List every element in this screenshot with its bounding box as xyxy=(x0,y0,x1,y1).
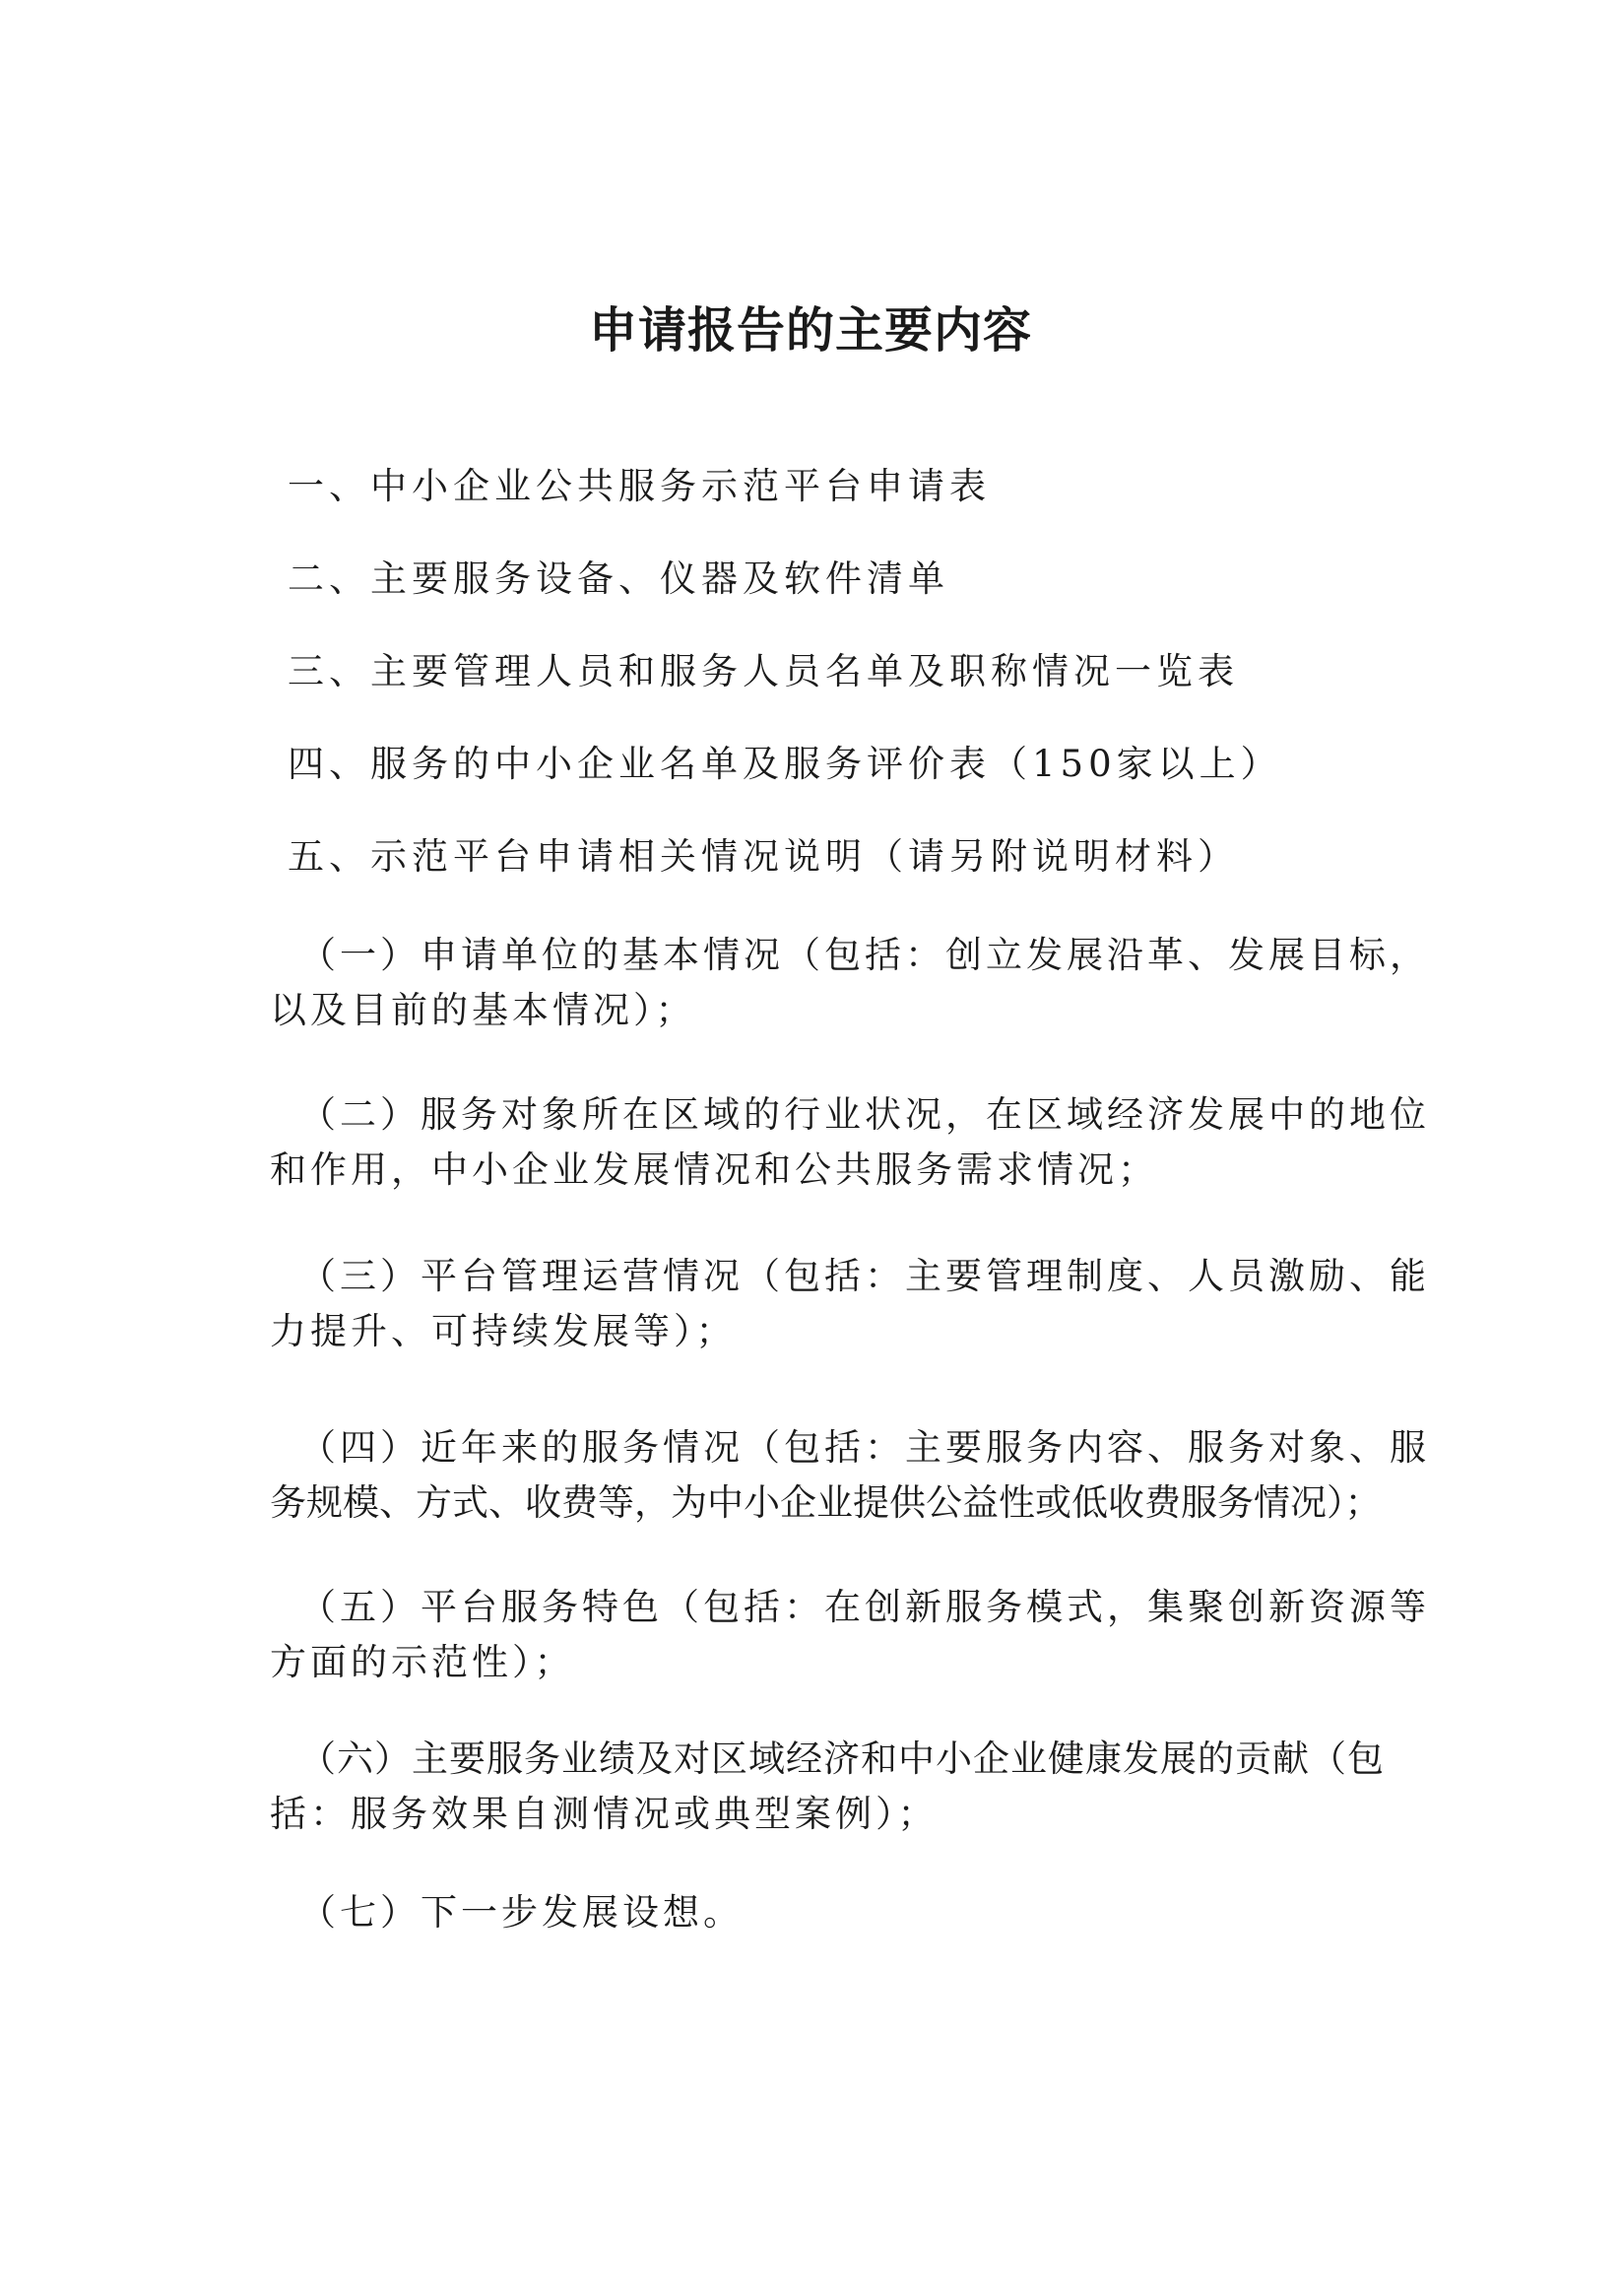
sub-item-5-line-2: 方面的示范性）； xyxy=(270,1641,575,1683)
list-item-4: 四、服务的中小企业名单及服务评价表（150家以上） xyxy=(288,743,1282,785)
sub-item-2-line-1: （二）服务对象所在区域的行业状况，在区域经济发展中的地位 xyxy=(299,1093,1430,1136)
sub-item-1-line-1: （一）申请单位的基本情况（包括：创立发展沿革、发展目标， xyxy=(299,934,1430,976)
list-item-5: 五、示范平台申请相关情况说明（请另附说明材料） xyxy=(288,835,1239,878)
sub-item-6 xyxy=(270,1732,1385,1842)
sub-item-6-line-1: （六）主要服务业绩及对区域经济和中小企业健康发展的贡献（包 xyxy=(299,1738,1385,1780)
sub-item-4-line-2: 务规模、方式、收费等，为中小企业提供公益性或低收费服务情况）； xyxy=(270,1481,1382,1524)
sub-item-1 xyxy=(270,928,1430,1038)
sub-item-2 xyxy=(270,1087,1430,1198)
sub-item-5 xyxy=(270,1580,1430,1690)
list-item-2: 二、主要服务设备、仪器及软件清单 xyxy=(288,558,949,600)
list-item-1: 一、中小企业公共服务示范平台申请表 xyxy=(288,465,991,507)
sub-item-3-line-1: （三）平台管理运营情况（包括：主要管理制度、人员激励、能 xyxy=(299,1255,1430,1297)
sub-item-6-line-2: 括：服务效果自测情况或典型案例）； xyxy=(270,1793,939,1835)
sub-item-2-line-2: 和作用，中小企业发展情况和公共服务需求情况； xyxy=(270,1148,1158,1191)
sub-item-1-line-2: 以及目前的基本情况）； xyxy=(270,989,696,1031)
sub-item-7 xyxy=(270,1885,1373,1940)
list-item-3: 三、主要管理人员和服务人员名单及职称情况一览表 xyxy=(288,650,1239,692)
sub-item-4-line-1: （四）近年来的服务情况（包括：主要服务内容、服务对象、服 xyxy=(299,1426,1430,1469)
sub-item-4 xyxy=(270,1420,1430,1531)
sub-item-3 xyxy=(270,1249,1430,1359)
page-title: 申请报告的主要内容 xyxy=(588,302,1032,359)
sub-item-3-line-2: 力提升、可持续发展等）； xyxy=(270,1310,737,1352)
sub-item-7-line-1: （七）下一步发展设想。 xyxy=(299,1891,744,1934)
sub-item-5-line-1: （五）平台服务特色（包括：在创新服务模式，集聚创新资源等 xyxy=(299,1586,1430,1628)
